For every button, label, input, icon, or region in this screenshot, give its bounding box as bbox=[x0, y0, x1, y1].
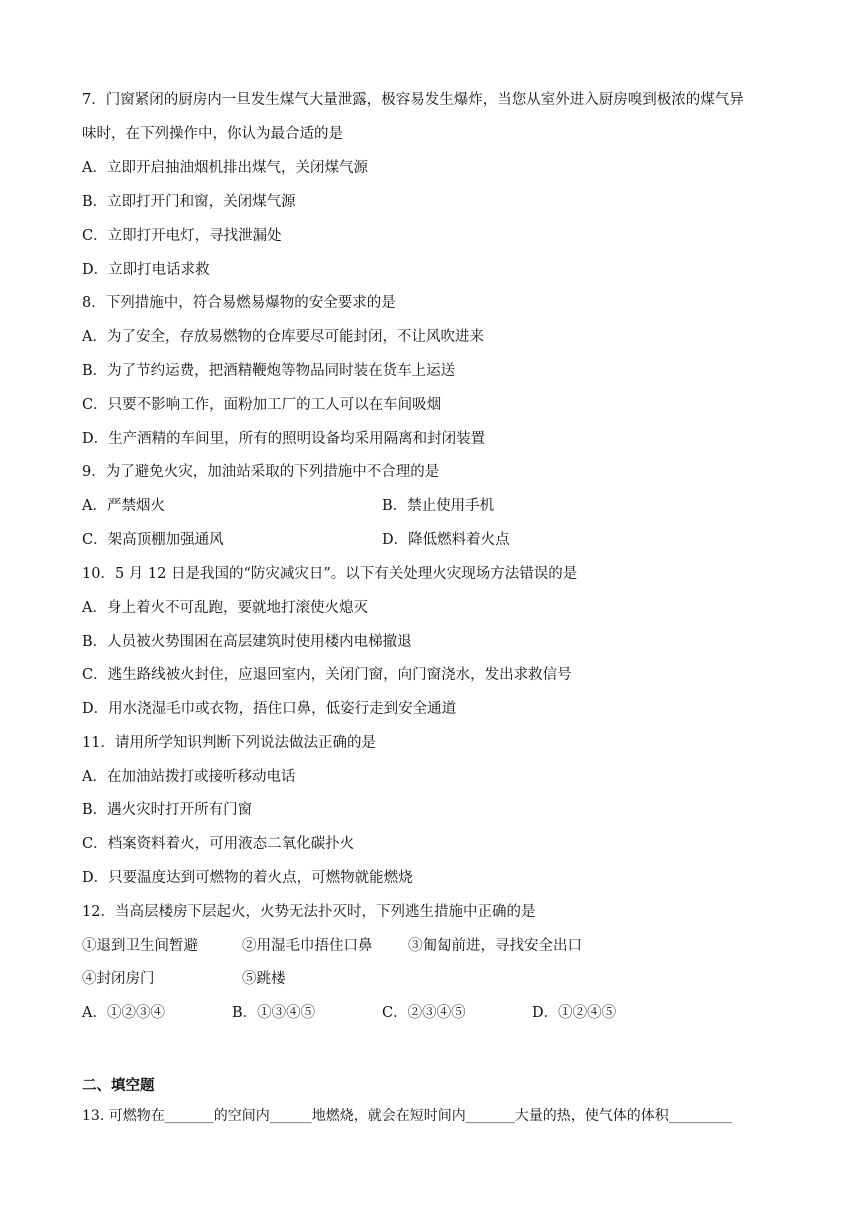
q7-stem-line1: 7．门窗紧闭的厨房内一旦发生煤气大量泄露，极容易发生爆炸，当您从室外进入厨房嗅到极浓的煤气异 bbox=[82, 92, 744, 108]
q10-stem: 10．5 月 12 日是我国的“防灾减灾日”。以下有关处理火灾现场方法错误的是 bbox=[82, 566, 578, 582]
q8-option-d: D．生产酒精的车间里，所有的照明设备均采用隔离和封闭装置 bbox=[82, 431, 486, 447]
q12-item-2: ②用湿毛巾捂住口鼻 bbox=[242, 938, 373, 954]
q11-stem: 11．请用所学知识判断下列说法做法正确的是 bbox=[82, 735, 376, 751]
q12-item-1: ①退到卫生间暂避 bbox=[82, 938, 198, 954]
q12-option-a: A．①②③④ bbox=[82, 1005, 165, 1021]
q7-option-c: C．立即打开电灯，寻找泄漏处 bbox=[82, 228, 282, 244]
q11-option-d: D．只要温度达到可燃物的着火点，可燃物就能燃烧 bbox=[82, 870, 413, 886]
q11-option-c: C．档案资料着火，可用液态二氧化碳扑火 bbox=[82, 836, 355, 852]
q12-stem: 12．当高层楼房下层起火，火势无法扑灭时，下列逃生措施中正确的是 bbox=[82, 904, 536, 920]
q8-option-b: B．为了节约运费，把酒精鞭炮等物品同时装在货车上运送 bbox=[82, 363, 456, 379]
q10-option-d: D．用水浇湿毛巾或衣物，捂住口鼻，低姿行走到安全通道 bbox=[82, 701, 457, 717]
section-title: 二、填空题 bbox=[82, 1077, 155, 1094]
q9-option-a: A．严禁烟火 bbox=[82, 498, 165, 514]
q12-option-c: C．②③④⑤ bbox=[382, 1005, 466, 1021]
q12-item-5: ⑤跳楼 bbox=[242, 971, 286, 987]
q11-option-b: B．遇火灾时打开所有门窗 bbox=[82, 802, 253, 818]
q12-item-4: ④封闭房门 bbox=[82, 971, 155, 987]
q12-option-b: B．①③④⑤ bbox=[232, 1005, 316, 1021]
q12-item-3: ③匍匐前进，寻找安全出口 bbox=[408, 938, 582, 954]
q8-option-c: C．只要不影响工作，面粉加工厂的工人可以在车间吸烟 bbox=[82, 397, 442, 413]
q10-option-a: A．身上着火不可乱跑，要就地打滚使火熄灭 bbox=[82, 600, 368, 616]
q9-option-d: D．降低燃料着火点 bbox=[382, 532, 510, 548]
q13-stem: 13. 可燃物在_______的空间内______地燃烧，就会在短时间内_______大量的热，使气体的体积_________ bbox=[82, 1108, 732, 1124]
q9-option-b: B．禁止使用手机 bbox=[382, 498, 495, 514]
q7-stem-line2: 味时，在下列操作中，你认为最合适的是 bbox=[82, 126, 343, 142]
q12-option-d: D．①②④⑤ bbox=[532, 1005, 617, 1021]
q10-option-b: B．人员被火势围困在高层建筑时使用楼内电梯撤退 bbox=[82, 634, 412, 650]
q9-option-c: C．架高顶棚加强通风 bbox=[82, 532, 224, 548]
q7-option-b: B．立即打开门和窗，关闭煤气源 bbox=[82, 194, 296, 210]
q9-stem: 9．为了避免火灾，加油站采取的下列措施中不合理的是 bbox=[82, 464, 440, 480]
q8-stem: 8．下列措施中，符合易燃易爆物的安全要求的是 bbox=[82, 295, 396, 311]
q8-option-a: A．为了安全，存放易燃物的仓库要尽可能封闭，不让风吹进来 bbox=[82, 329, 484, 345]
q10-option-c: C．逃生路线被火封住，应退回室内，关闭门窗，向门窗浇水，发出求救信号 bbox=[82, 667, 572, 683]
q7-option-d: D．立即打电话求救 bbox=[82, 262, 210, 278]
q11-option-a: A．在加油站拨打或接听移动电话 bbox=[82, 769, 296, 785]
q7-option-a: A．立即开启抽油烟机排出煤气，关闭煤气源 bbox=[82, 160, 368, 176]
